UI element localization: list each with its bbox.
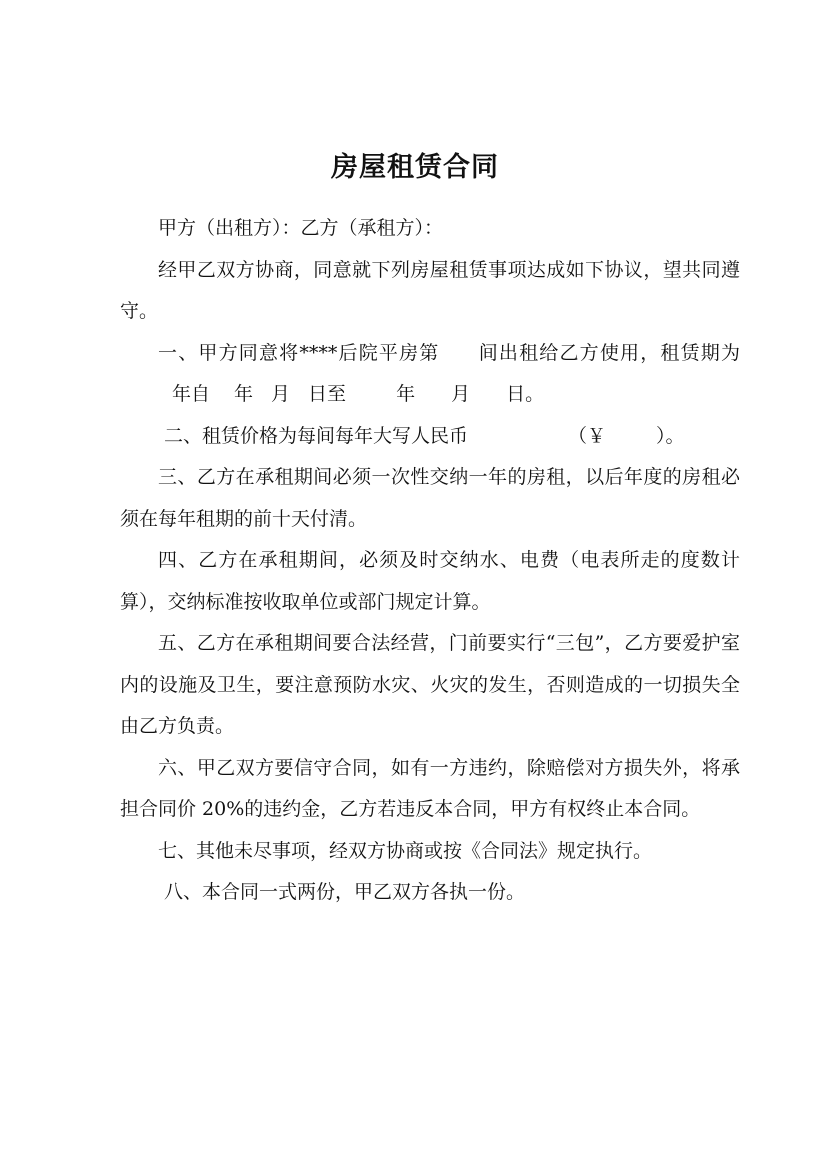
clause-1-part-g: 年 [396, 383, 416, 405]
clause-1-part-h: 月 [451, 383, 471, 405]
clause-1-part-f: 日至 [308, 383, 347, 405]
clause-1-part-d: 年 [234, 383, 254, 405]
clause-4: 四、乙方在承租期间，必须及时交纳水、电费（电表所走的度数计算），交纳标准按收取单位或部门规定计算。 [120, 549, 740, 613]
document-body [120, 208, 740, 914]
clause-7: 七、其他未尽事项，经双方协商或按《合同法》规定执行。 [158, 839, 653, 862]
clause-1-part-c: 年自 [172, 383, 211, 405]
clause-3: 三、乙方在承租期间必须一次性交纳一年的房租，以后年度的房租必须在每年租期的前十天付清。 [120, 466, 740, 530]
clause-2 [120, 416, 740, 458]
clause-2-part-a: 二、租赁价格为每间每年大写人民币 [164, 424, 469, 447]
clause-5: 五、乙方在承租期间要合法经营，门前要实行“三包”，乙方要爱护室内的设施及卫生，要注意预防水灾、火灾的发生，否则造成的一切损失全由乙方负责。 [120, 632, 740, 737]
clause-1-part-i: 日。 [506, 383, 545, 405]
clause-8: 八、本合同一式两份，甲乙双方各执一份。 [164, 881, 526, 903]
clause-2-part-c: ）。 [656, 424, 685, 447]
preamble-paragraph: 经甲乙双方协商，同意就下列房屋租赁事项达成如下协议，望共同遵守。 [120, 258, 740, 322]
clause-1-part-e: 月 [271, 383, 291, 405]
parties-line: 甲方（出租方）：乙方（承租方）： [158, 217, 444, 239]
clause-2-part-b: （￥ [568, 424, 607, 447]
clause-1-part-a: 一、甲方同意将****后院平房第 [158, 341, 440, 364]
clause-1-part-b: 间出租给乙方使用，租赁期为 [477, 341, 740, 364]
document-title: 房屋租赁合同 [331, 152, 499, 183]
clause-1 [120, 333, 740, 416]
clause-6: 六、甲乙双方要信守合同，如有一方违约，除赔偿对方损失外，将承担合同价 20%的违约金，乙方若违反本合同，甲方有权终止本合同。 [120, 756, 740, 820]
